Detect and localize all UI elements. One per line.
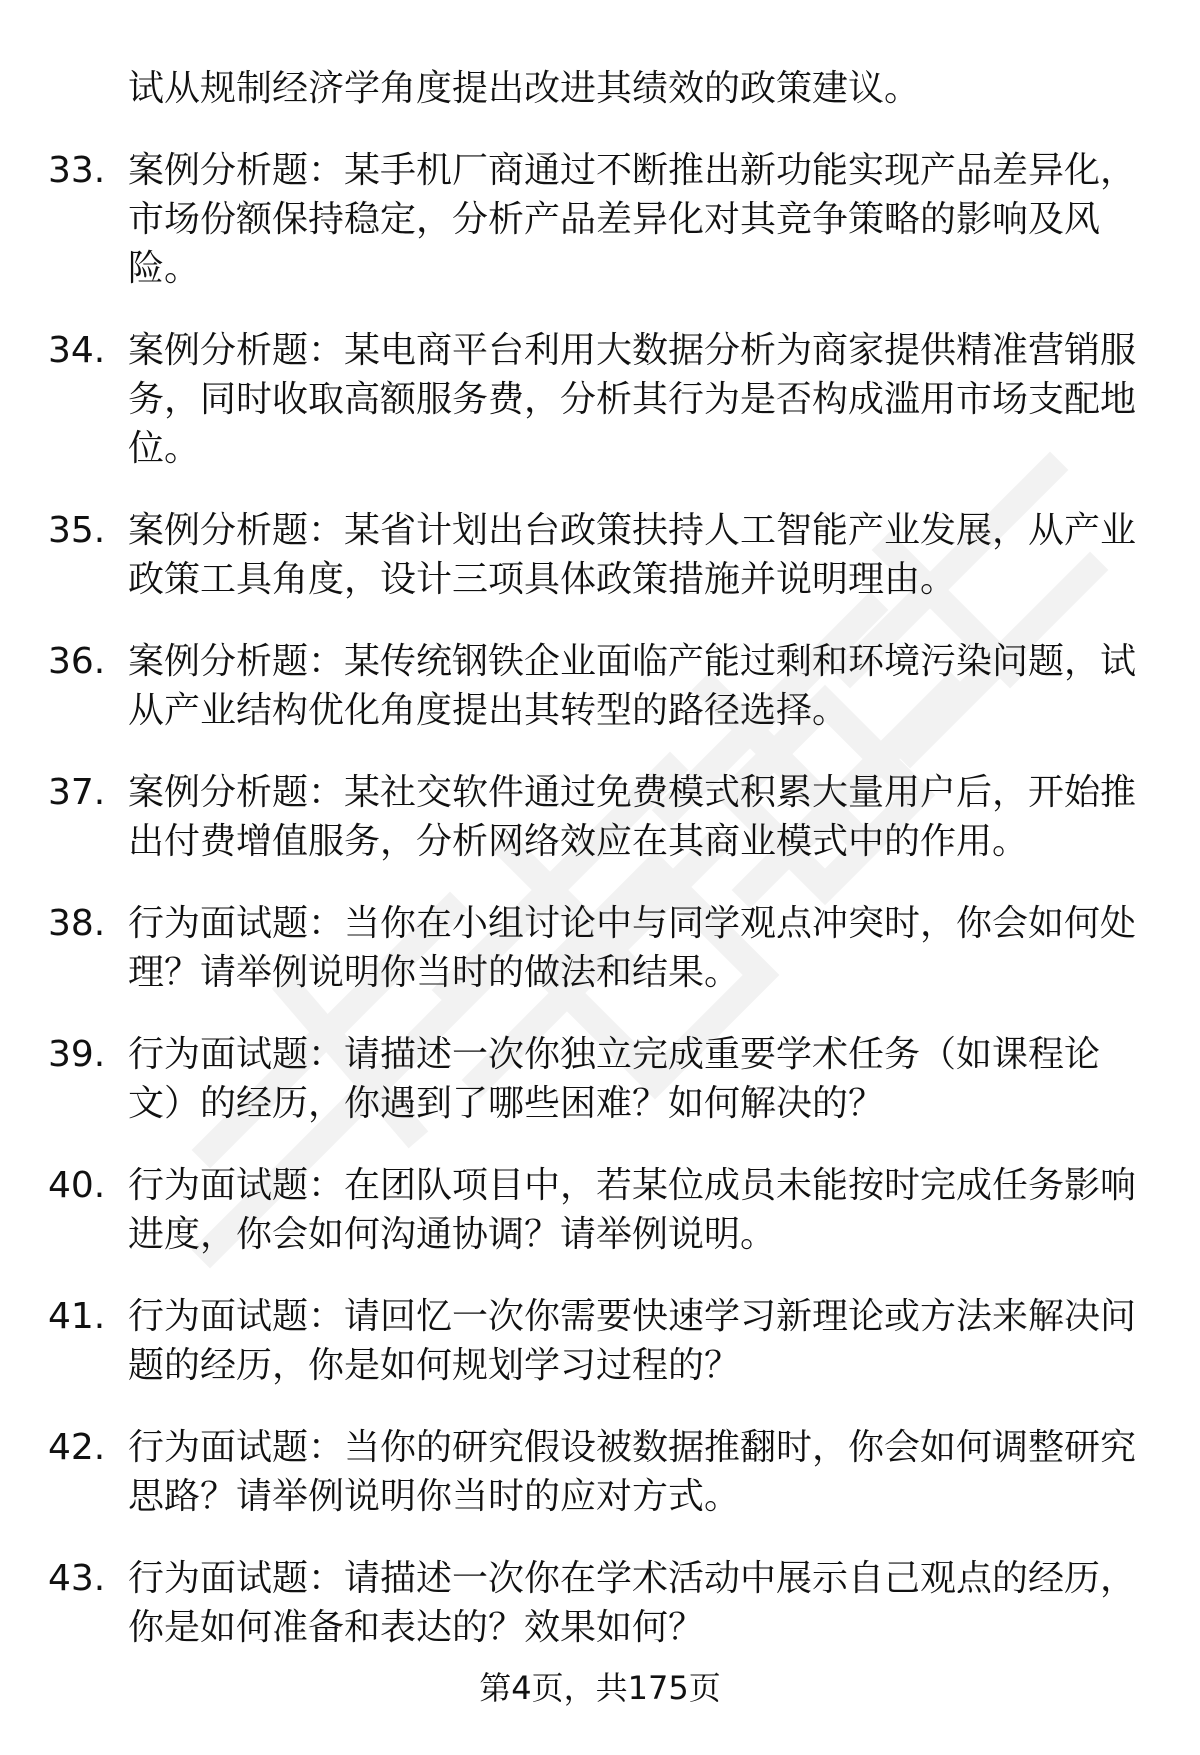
question-text: 案例分析题：某传统钢铁企业面临产能过剩和环境污染问题，试从产业结构优化角度提出其转型的路径选择。 bbox=[128, 641, 1137, 731]
question-number: 39. bbox=[48, 1034, 106, 1075]
question-item bbox=[48, 1030, 1148, 1128]
question-list bbox=[48, 64, 1148, 1685]
question-text: 行为面试题：当你在小组讨论中与同学观点冲突时，你会如何处理？请举例说明你当时的做法和结果。 bbox=[128, 903, 1137, 993]
question-text: 行为面试题：在团队项目中，若某位成员未能按时完成任务影响进度，你会如何沟通协调？请举例说明。 bbox=[128, 1165, 1137, 1255]
question-item bbox=[48, 1554, 1148, 1652]
question-text: 行为面试题：当你的研究假设被数据推翻时，你会如何调整研究思路？请举例说明你当时的应对方式。 bbox=[128, 1427, 1137, 1517]
question-text: 案例分析题：某电商平台利用大数据分析为商家提供精准营销服务，同时收取高额服务费，分析其行为是否构成滥用市场支配地位。 bbox=[128, 330, 1137, 469]
question-text: 案例分析题：某手机厂商通过不断推出新功能实现产品差异化，市场份额保持稳定，分析产品差异化对其竞争策略的影响及风险。 bbox=[128, 150, 1137, 289]
question-text: 行为面试题：请描述一次你在学术活动中展示自己观点的经历，你是如何准备和表达的？效果如何？ bbox=[128, 1558, 1137, 1648]
question-number: 36. bbox=[48, 641, 106, 682]
question-item bbox=[48, 637, 1148, 735]
question-number: 38. bbox=[48, 903, 106, 944]
question-item bbox=[48, 899, 1148, 997]
question-number: 34. bbox=[48, 330, 106, 371]
question-item bbox=[48, 768, 1148, 866]
question-number: 40. bbox=[48, 1165, 106, 1206]
question-item bbox=[48, 1161, 1148, 1259]
question-number: 42. bbox=[48, 1427, 106, 1468]
question-item bbox=[48, 1292, 1148, 1390]
question-number: 43. bbox=[48, 1558, 106, 1599]
question-number: 35. bbox=[48, 510, 106, 551]
question-item bbox=[48, 1423, 1148, 1521]
question-text: 行为面试题：请描述一次你独立完成重要学术任务（如课程论文）的经历，你遇到了哪些困难？如何解决的？ bbox=[128, 1034, 1101, 1124]
question-text: 行为面试题：请回忆一次你需要快速学习新理论或方法来解决问题的经历，你是如何规划学习过程的？ bbox=[128, 1296, 1137, 1386]
continued-question-text: 试从规制经济学角度提出改进其绩效的政策建议。 bbox=[128, 68, 921, 109]
question-item bbox=[48, 146, 1148, 293]
question-item bbox=[48, 506, 1148, 604]
question-number: 33. bbox=[48, 150, 106, 191]
question-text: 案例分析题：某社交软件通过免费模式积累大量用户后，开始推出付费增值服务，分析网络效应在其商业模式中的作用。 bbox=[128, 772, 1137, 862]
page-number-footer: 第4页，共175页 bbox=[479, 1669, 721, 1707]
question-number: 37. bbox=[48, 772, 106, 813]
question-text: 案例分析题：某省计划出台政策扶持人工智能产业发展，从产业政策工具角度，设计三项具体政策措施并说明理由。 bbox=[128, 510, 1137, 600]
question-item bbox=[48, 326, 1148, 473]
question-number: 41. bbox=[48, 1296, 106, 1337]
